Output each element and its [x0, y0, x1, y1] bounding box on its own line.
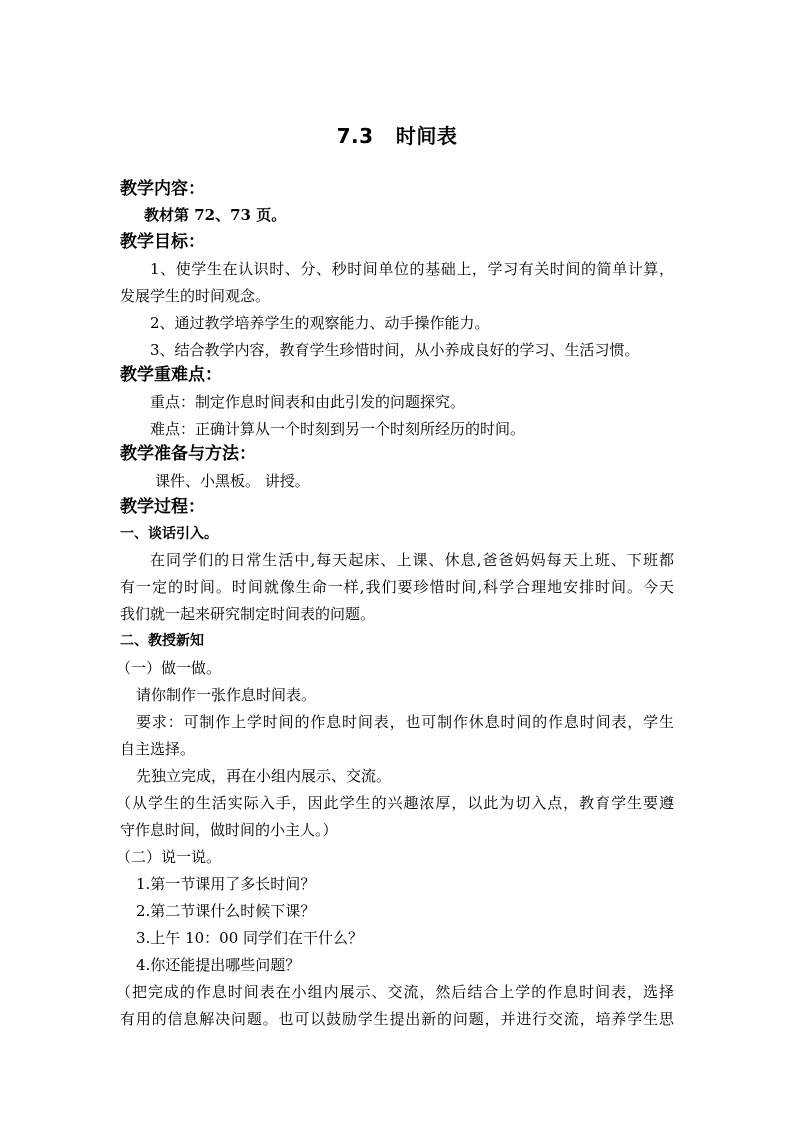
sub-2-note-b: 有用的信息解决问题。也可以鼓励学生提出新的问题，并进行交流，培养学生思 — [120, 1010, 674, 1028]
part-1-line-1: 在同学们的日常生活中,每天起床、上课、休息,爸爸妈妈每天上班、下班都 — [150, 551, 674, 569]
heading-teaching-process: 教学过程： — [120, 497, 205, 517]
sub-2-note-a: （把完成的作息时间表在小组内展示、交流，然后结合上学的作息时间表，选择 — [116, 983, 674, 1001]
part-2-heading: 二、教授新知 — [120, 633, 204, 649]
sub-1-note-a: （从学生的生活实际入手，因此学生的兴趣浓厚，以此为切入点，教育学生要遵 — [116, 794, 674, 812]
sub-1-line-1: 请你制作一张作息时间表。 — [136, 686, 317, 704]
heading-key-points: 教学重难点： — [120, 365, 222, 385]
heading-teaching-content: 教学内容： — [120, 179, 205, 199]
heading-teaching-goals: 教学目标： — [120, 232, 205, 252]
part-1-line-3: 我们就一起来研究制定时间表的问题。 — [120, 605, 376, 623]
goal-1-line-1: 1、使学生在认识时、分、秒时间单位的基础上，学习有关时间的简单计算， — [150, 260, 674, 278]
question-4: 4.你还能提出哪些问题？ — [136, 956, 301, 974]
goal-1-line-2: 发展学生的时间观念。 — [120, 287, 271, 305]
question-1: 1.第一节课用了多长时间？ — [136, 875, 316, 893]
question-2: 2.第二节课什么时候下课？ — [136, 902, 316, 920]
heading-preparation: 教学准备与方法： — [120, 444, 256, 464]
sub-1-note-b: 守作息时间，做时间的小主人。） — [120, 821, 338, 839]
question-3: 3.上午 10：00 同学们在干什么？ — [136, 929, 364, 947]
teaching-content-text: 教材第 72、73 页。 — [144, 206, 287, 224]
sub-1-line-2a: 要求：可制作上学时间的作息时间表，也可制作休息时间的作息时间表，学生 — [136, 713, 674, 731]
preparation-text: 课件、小黑板。 讲授。 — [155, 472, 310, 490]
sub-1-heading: （一）做一做。 — [116, 659, 222, 677]
sub-1-line-2b: 自主选择。 — [120, 740, 196, 758]
sub-1-line-3: 先独立完成，再在小组内展示、交流。 — [136, 767, 392, 785]
page-title: 7.3 时间表 — [336, 124, 458, 148]
goal-2: 2、通过教学培养学生的观察能力、动手操作能力。 — [150, 314, 490, 332]
goal-3: 3、结合教学内容，教育学生珍惜时间，从小养成良好的学习、生活习惯。 — [150, 341, 640, 359]
key-point: 重点：制定作息时间表和由此引发的问题探究。 — [150, 393, 466, 411]
difficulty-point: 难点：正确计算从一个时刻到另一个时刻所经历的时间。 — [150, 420, 526, 438]
sub-2-heading: （二）说一说。 — [116, 848, 222, 866]
part-1-heading: 一、谈话引入。 — [120, 526, 218, 542]
part-1-line-2: 有一定的时间。时间就像生命一样,我们要珍惜时间,科学合理地安排时间。今天 — [120, 578, 674, 596]
